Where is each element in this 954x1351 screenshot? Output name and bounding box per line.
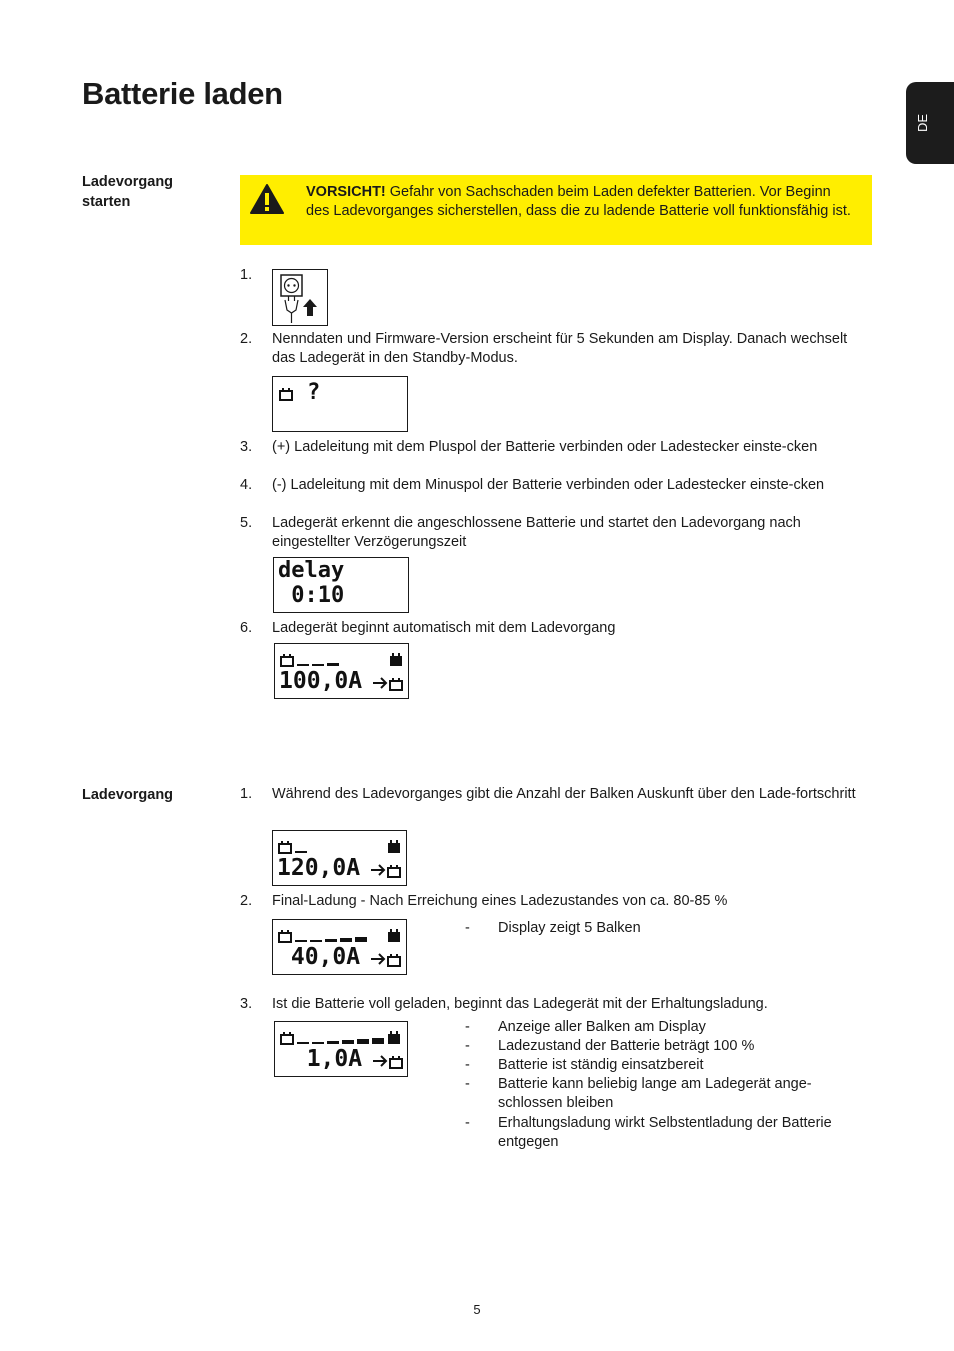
bullet-item: Erhaltungsladung wirkt Selbstentladung der Batterie entgegen bbox=[498, 1115, 832, 1150]
language-tab bbox=[906, 82, 954, 164]
language-tab-label: DE bbox=[915, 113, 930, 132]
step-number: 2. bbox=[240, 331, 253, 347]
step-text: Nenndaten und Firmware-Version erscheint für 5 Sekunden am Display. Danach wechselt das Ladegerät in den Standby-Modus. bbox=[272, 331, 848, 366]
lcd-line2: 100,0A bbox=[279, 668, 363, 694]
lcd-delay bbox=[273, 557, 409, 613]
step-text: Final-Ladung - Nach Erreichung eines Ladezustandes von ca. 80-85 % bbox=[272, 893, 728, 909]
bullet-dash: - bbox=[465, 1019, 470, 1035]
bullet-dash: - bbox=[465, 1038, 470, 1054]
plug-in-icon bbox=[272, 269, 328, 326]
arrow-battery-icon bbox=[372, 1053, 404, 1069]
charge-bars bbox=[278, 929, 403, 943]
bullet-dash: - bbox=[465, 1057, 470, 1073]
bullet-item: Batterie kann beliebig lange am Ladegerät ange-schlossen bleiben bbox=[498, 1076, 812, 1111]
step-text: Ist die Batterie voll geladen, beginnt das Ladegerät mit der Erhaltungsladung. bbox=[272, 996, 768, 1012]
charge-bars bbox=[278, 840, 403, 854]
lcd-start bbox=[274, 643, 409, 699]
step-number: 1. bbox=[240, 267, 253, 283]
lcd-line1: delay bbox=[278, 558, 345, 583]
warning-label: VORSICHT! bbox=[306, 184, 386, 200]
lcd-line2: 1,0A bbox=[279, 1046, 363, 1072]
page-title: Batterie laden bbox=[82, 76, 283, 111]
step-number: 5. bbox=[240, 515, 253, 531]
bullet-item: Display zeigt 5 Balken bbox=[498, 920, 641, 936]
step-number: 2. bbox=[240, 893, 253, 909]
lcd-line2: 0:10 bbox=[278, 583, 345, 608]
bullet-dash: - bbox=[465, 920, 470, 936]
lcd-standby bbox=[272, 376, 408, 432]
step-text: Ladegerät beginnt automatisch mit dem Ladevorgang bbox=[272, 620, 616, 636]
warning-text bbox=[306, 183, 856, 221]
arrow-battery-icon bbox=[370, 951, 402, 967]
step-number: 6. bbox=[240, 620, 253, 636]
step-number: 1. bbox=[240, 786, 253, 802]
battery-icon bbox=[279, 387, 293, 401]
warning-message: Gefahr von Sachschaden beim Laden defekter Batterien. Vor Beginn des Ladevorganges sicherstellen, dass die zu ladende Batterie voll funktionsfähig ist. bbox=[306, 184, 851, 219]
lcd-line2: 120,0A bbox=[277, 855, 361, 881]
step-text: Während des Ladevorganges gibt die Anzahl der Balken Auskunft über den Lade-fortschritt bbox=[272, 786, 856, 802]
arrow-battery-icon bbox=[372, 675, 404, 691]
step-number: 4. bbox=[240, 477, 253, 493]
lcd-line2: 40,0A bbox=[277, 944, 361, 970]
step-number: 3. bbox=[240, 439, 253, 455]
warning-box bbox=[240, 175, 872, 245]
lcd-full bbox=[274, 1021, 408, 1077]
step-text: (-) Ladeleitung mit dem Minuspol der Batterie verbinden oder Ladestecker einste-cken bbox=[272, 477, 825, 493]
step-text: Ladegerät erkennt die angeschlossene Batterie und startet den Ladevorgang nach eingestellter Verzögerungszeit bbox=[272, 515, 801, 550]
section-heading-ladevorgang: Ladevorgang bbox=[82, 787, 174, 803]
bullet-item: Ladezustand der Batterie beträgt 100 % bbox=[498, 1038, 755, 1054]
lcd-progress bbox=[272, 830, 407, 886]
charge-bars bbox=[280, 653, 405, 667]
bullet-item: Batterie ist ständig einsatzbereit bbox=[498, 1057, 704, 1073]
charge-bars bbox=[280, 1031, 405, 1045]
bullet-dash: - bbox=[465, 1076, 470, 1092]
step-text: (+) Ladeleitung mit dem Pluspol der Batterie verbinden oder Ladestecker einste-cken bbox=[272, 439, 818, 455]
arrow-battery-icon bbox=[370, 862, 402, 878]
page-number: 5 bbox=[473, 1302, 481, 1317]
section-heading-ladevorgang-starten: Ladevorgang starten bbox=[82, 174, 174, 210]
lcd-final bbox=[272, 919, 407, 975]
bullet-dash: - bbox=[465, 1115, 470, 1131]
step-number: 3. bbox=[240, 996, 253, 1012]
warning-icon bbox=[250, 183, 284, 215]
bullet-item: Anzeige aller Balken am Display bbox=[498, 1019, 706, 1035]
lcd-line1: ? bbox=[307, 380, 321, 405]
